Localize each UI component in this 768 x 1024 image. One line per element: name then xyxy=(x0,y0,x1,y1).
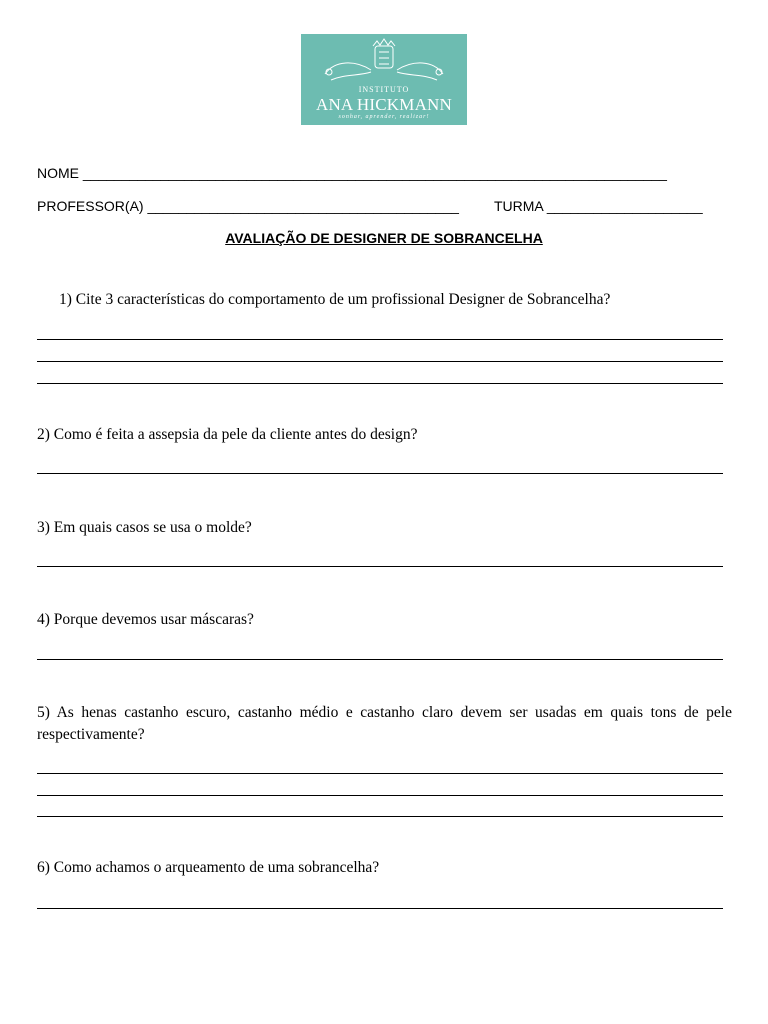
page-title: AVALIAÇÃO DE DESIGNER DE SOBRANCELHA xyxy=(225,230,543,246)
institute-logo xyxy=(301,34,467,125)
answer-line[interactable] xyxy=(37,773,723,774)
answer-line[interactable] xyxy=(37,361,723,362)
question-6: 6) Como achamos o arqueamento de uma sobrancelha? xyxy=(37,859,380,876)
question-1: 1) Cite 3 características do comportamento de um profissional Designer de Sobrancelha? xyxy=(59,291,611,308)
answer-line[interactable] xyxy=(37,816,723,817)
answer-line[interactable] xyxy=(37,659,723,660)
logo-institute-text: INSTITUTO xyxy=(358,85,410,94)
question-2: 2) Como é feita a assepsia da pele da cliente antes do design? xyxy=(37,426,418,443)
nome-field[interactable]: NOME ___________________________________________________________________________ xyxy=(37,165,667,181)
question-3: 3) Em quais casos se usa o molde? xyxy=(37,519,252,536)
answer-line[interactable] xyxy=(37,566,723,567)
answer-line[interactable] xyxy=(37,383,723,384)
turma-field[interactable]: TURMA ____________________ xyxy=(494,198,703,214)
answer-line[interactable] xyxy=(37,473,723,474)
logo-tagline: sonhar, aprender, realizar! xyxy=(338,114,430,120)
professor-field[interactable]: PROFESSOR(A) ________________________________________ xyxy=(37,198,459,214)
answer-line[interactable] xyxy=(37,339,723,340)
question-5: 5) As henas castanho escuro, castanho médio e castanho claro devem ser usadas em quais tons de pele respectivamente? xyxy=(37,704,732,743)
logo-name: ANA HICKMANN xyxy=(315,95,453,114)
answer-line[interactable] xyxy=(37,795,723,796)
question-4: 4) Porque devemos usar máscaras? xyxy=(37,611,254,628)
answer-line[interactable] xyxy=(37,908,723,909)
